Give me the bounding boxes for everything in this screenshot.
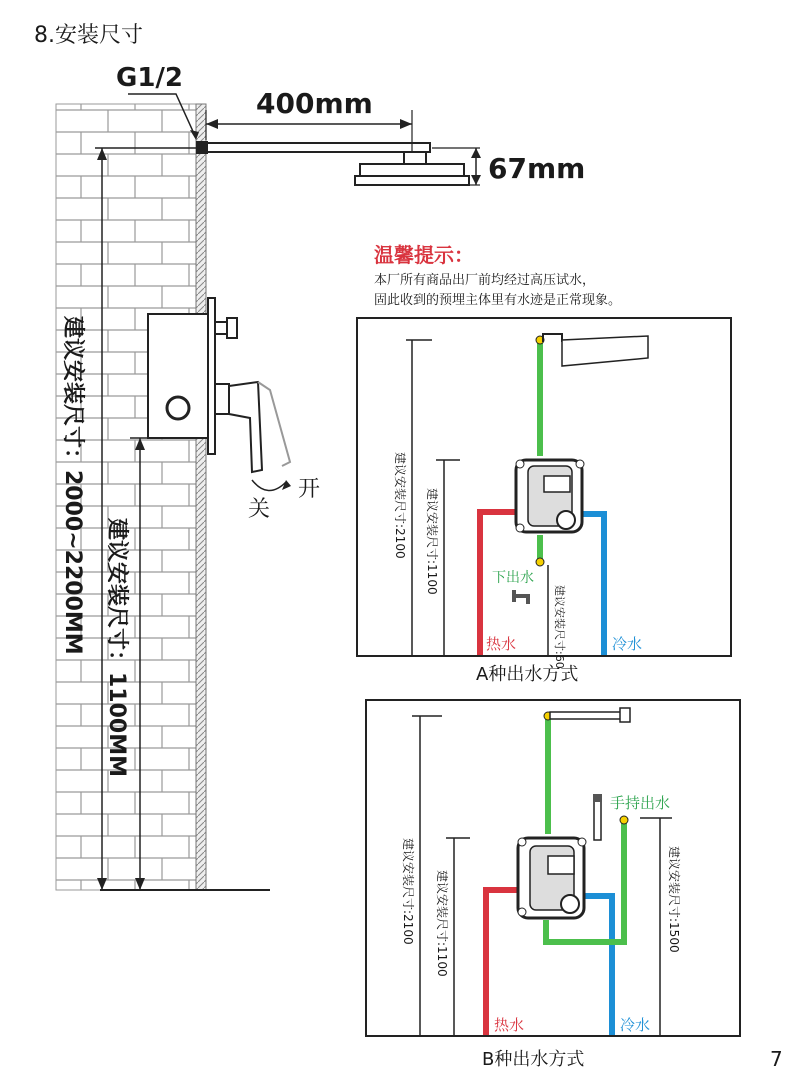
wall-surface xyxy=(196,104,206,890)
section-title: 8.安装尺寸 xyxy=(34,23,143,48)
a-height-valve: 建议安装尺寸:1100 xyxy=(425,488,439,595)
shower-arm xyxy=(198,143,430,152)
page-number: 7 xyxy=(770,1047,783,1071)
notice-title: 温馨提示： xyxy=(374,243,474,267)
notice-line-2: 固此收到的预埋主体里有水迹是正常现象。 xyxy=(374,293,622,308)
valve-handle xyxy=(229,382,262,472)
b-cold-label: 冷水 xyxy=(620,1016,651,1034)
diagram-b xyxy=(366,700,740,1036)
thread-label: G1/2 xyxy=(116,63,184,93)
diagram-b-caption: B种出水方式 xyxy=(482,1049,585,1070)
head-height-label: 67mm xyxy=(488,152,586,185)
diagram-a-caption: A种出水方式 xyxy=(476,664,579,685)
notice xyxy=(374,243,621,308)
a-spout-height: 建议安装尺寸:60 xyxy=(553,585,566,669)
handheld-shower-icon xyxy=(594,798,601,840)
height-valve-label: 建议安装尺寸：1100MM xyxy=(104,518,129,778)
a-cold-label: 冷水 xyxy=(612,635,643,653)
b-handheld-height: 建议安装尺寸:1500 xyxy=(667,846,681,953)
a-hot-label: 热水 xyxy=(486,635,517,653)
notice-line-1: 本厂所有商品出厂前均经过高压试水， xyxy=(374,273,596,288)
b-height-valve: 建议安装尺寸:1100 xyxy=(435,870,449,977)
shower-arm-b xyxy=(550,712,628,719)
diagram-a xyxy=(357,318,731,669)
b-handheld-label: 手持出水 xyxy=(610,794,671,812)
b-height-total: 建议安装尺寸:2100 xyxy=(401,838,415,945)
a-height-total: 建议安装尺寸:2100 xyxy=(393,452,407,559)
b-hot-label: 热水 xyxy=(494,1016,525,1034)
handle-off-label: 关 xyxy=(248,497,271,522)
arm-length-label: 400mm xyxy=(256,87,373,120)
valve-a xyxy=(516,460,584,532)
height-total-label: 建议安装尺寸：2000~2200MM xyxy=(60,316,85,655)
valve-b xyxy=(518,838,586,918)
a-outlet-label: 下出水 xyxy=(492,570,534,586)
handle-on-label: 开 xyxy=(298,477,321,502)
